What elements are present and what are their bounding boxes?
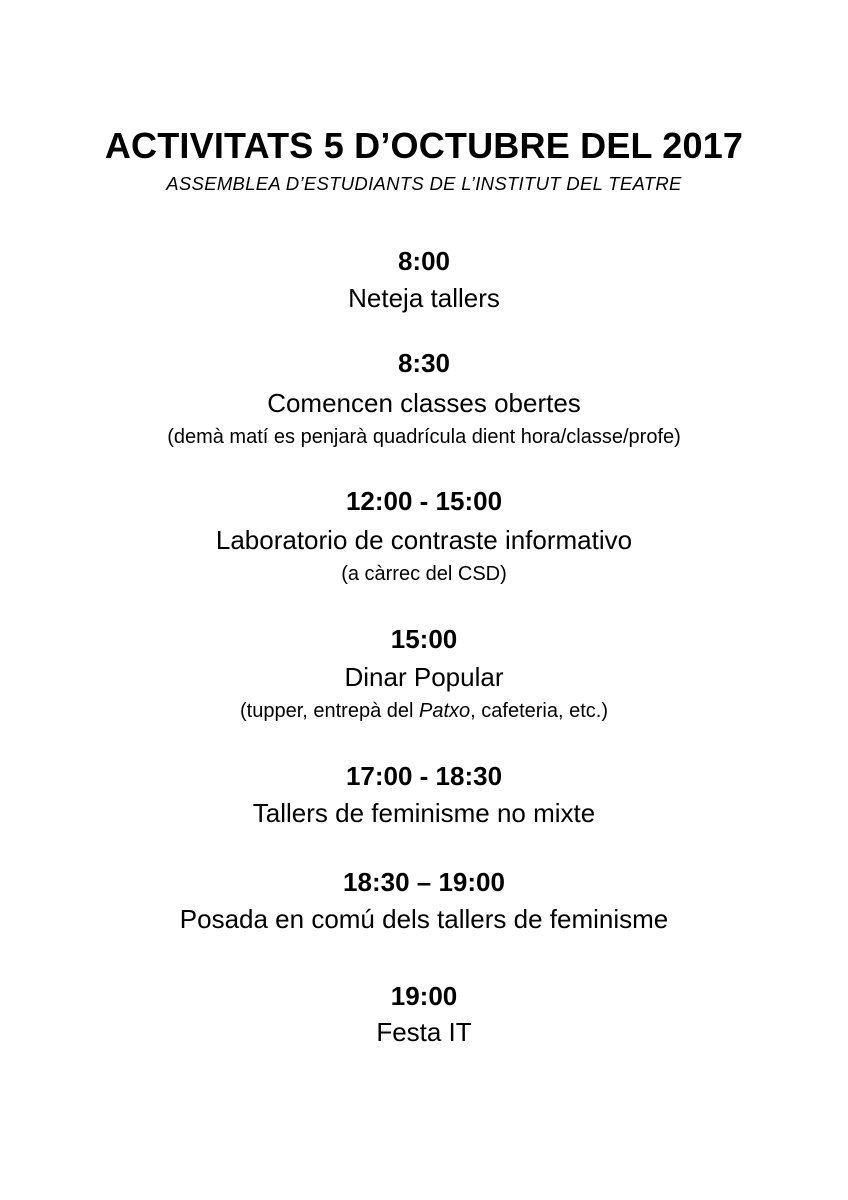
event-time: 8:00 <box>397 246 451 276</box>
event-note-before: (tupper, entrepà del <box>239 700 419 722</box>
event-time: 18:30 – 19:00 <box>343 867 505 897</box>
event-time: 8:30 <box>397 348 451 378</box>
event-note <box>0 701 848 721</box>
event-time: 15:00 <box>390 624 458 654</box>
event-name: Neteja tallers <box>348 283 500 313</box>
event-name: Comencen classes obertes <box>267 388 581 418</box>
event-time: 17:00 - 18:30 <box>345 761 503 791</box>
page-subtitle: ASSEMBLEA D’ESTUDIANTS DE L’INSTITUT DEL TEATRE <box>166 173 682 194</box>
page-title: ACTIVITATS 5 D’OCTUBRE DEL 2017 <box>104 125 744 166</box>
event-name: Dinar Popular <box>344 662 504 692</box>
event-note: (a càrrec del CSD) <box>341 563 507 585</box>
event-note-after: , cafeteria, etc.) <box>470 700 608 722</box>
event-time: 12:00 - 15:00 <box>345 486 503 516</box>
event-name: Posada en comú dels tallers de feminisme <box>179 904 669 934</box>
event-name: Festa IT <box>376 1017 472 1047</box>
event-time: 19:00 <box>390 981 458 1011</box>
event-name: Laboratorio de contraste informativo <box>215 525 633 555</box>
event-name: Tallers de feminisme no mixte <box>252 798 596 828</box>
event-note-italic: Patxo <box>419 700 471 722</box>
event-note: (demà matí es penjarà quadrícula dient hora/classe/profe) <box>167 426 681 448</box>
